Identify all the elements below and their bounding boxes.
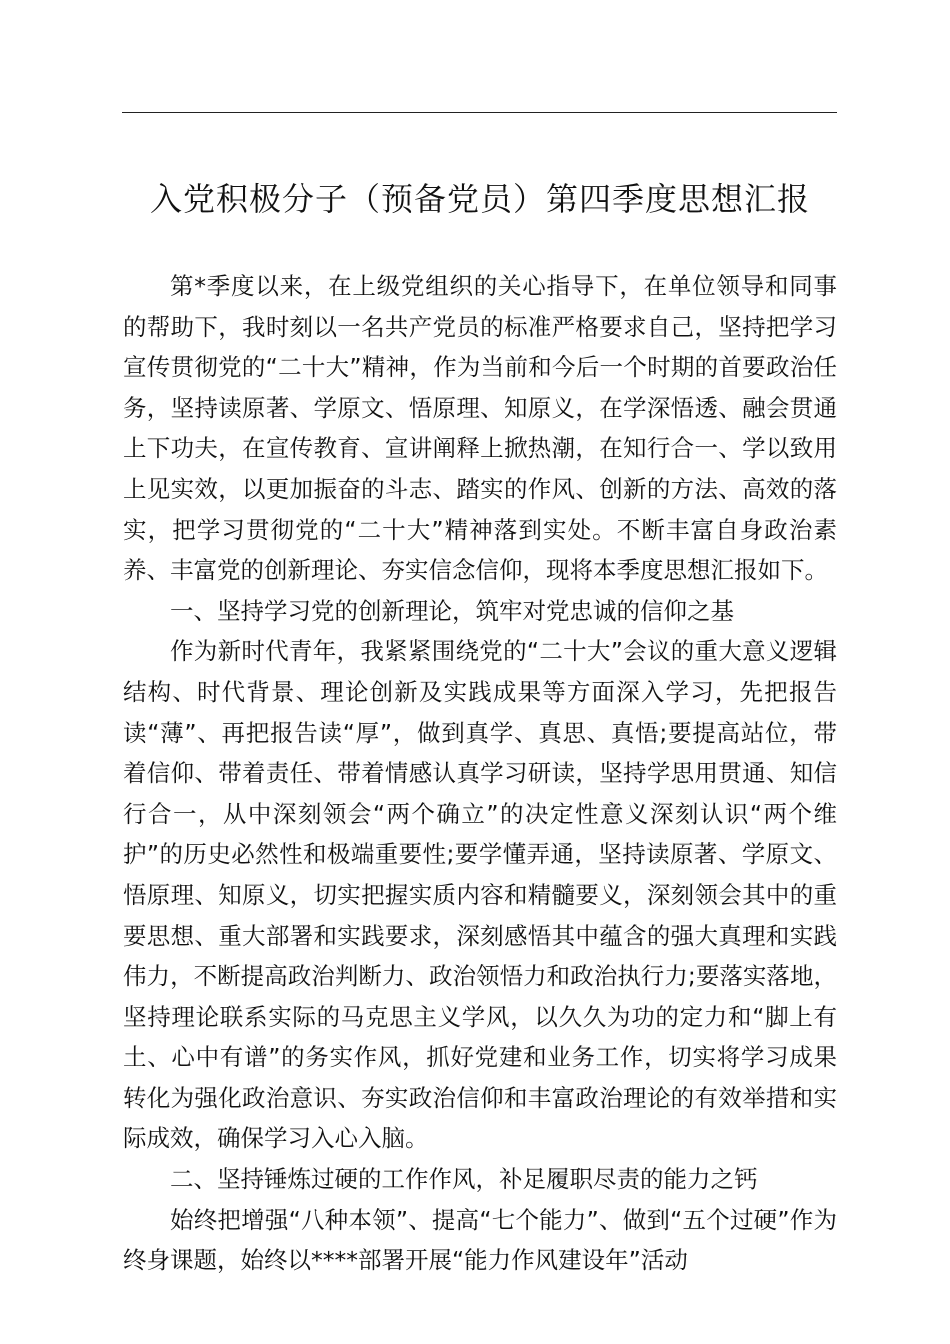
header-rule: [122, 112, 837, 113]
document-title: 入党积极分子（预备党员）第四季度思想汇报: [149, 180, 810, 218]
section-heading-1: 一、坚持学习党的创新理论，筑牢对党忠诚的信仰之基: [170, 596, 734, 625]
section-2-paragraph: 始终把增强“八种本领”、提高“七个能力”、做到“五个过硬”作为终身课题，始终以****部署开展“能力作风建设年”活动: [123, 1205, 837, 1275]
intro-paragraph: 第*季度以来，在上级党组织的关心指导下，在单位领导和同事的帮助下，我时刻以一名共产党员的标准严格要求自己，坚持把学习宣传贯彻党的“二十大”精神，作为当前和今后一个时期的首要政治任务，坚持读原著、学原文、悟原理、知原义，在学深悟透、融会贯通上下功夫，在宣传教育、宣讲阐释上掀热潮，在知行合一、学以致用上见实效，以更加振奋的斗志、踏实的作风、创新的方法、高效的落实，把学习贯彻党的“二十大”精神落到实处。不断丰富自身政治素养、丰富党的创新理论、夯实信念信仰，现将本季度思想汇报如下。: [123, 272, 837, 585]
section-1-paragraph: 作为新时代青年，我紧紧围绕党的“二十大”会议的重大意义逻辑结构、时代背景、理论创新及实践成果等方面深入学习，先把报告读“薄”、再把报告读“厚”，做到真学、真思、真悟;要提高站位，带着信仰、带着责任、带着情感认真学习研读，坚持学思用贯通、知信行合一，从中深刻领会“两个确立”的决定性意义深刻认识“两个维护”的历史必然性和极端重要性;要学懂弄通，坚持读原著、学原文、悟原理、知原义，切实把握实质内容和精髓要义，深刻领会其中的重要思想、重大部署和实践要求，深刻感悟其中蕴含的强大真理和实践伟力，不断提高政治判断力、政治领悟力和政治执行力;要落实落地，坚持理论联系实际的马克思主义学风，以久久为功的定力和“脚上有土、心中有谱”的务实作风，抓好党建和业务工作，切实将学习成果转化为强化政治意识、夯实政治信仰和丰富政治理论的有效举措和实际成效，确保学习入心入脑。: [123, 637, 837, 1153]
document-body: [123, 266, 837, 1281]
section-heading-2: 二、坚持锤炼过硬的工作作风，补足履职尽责的能力之钙: [170, 1165, 758, 1194]
